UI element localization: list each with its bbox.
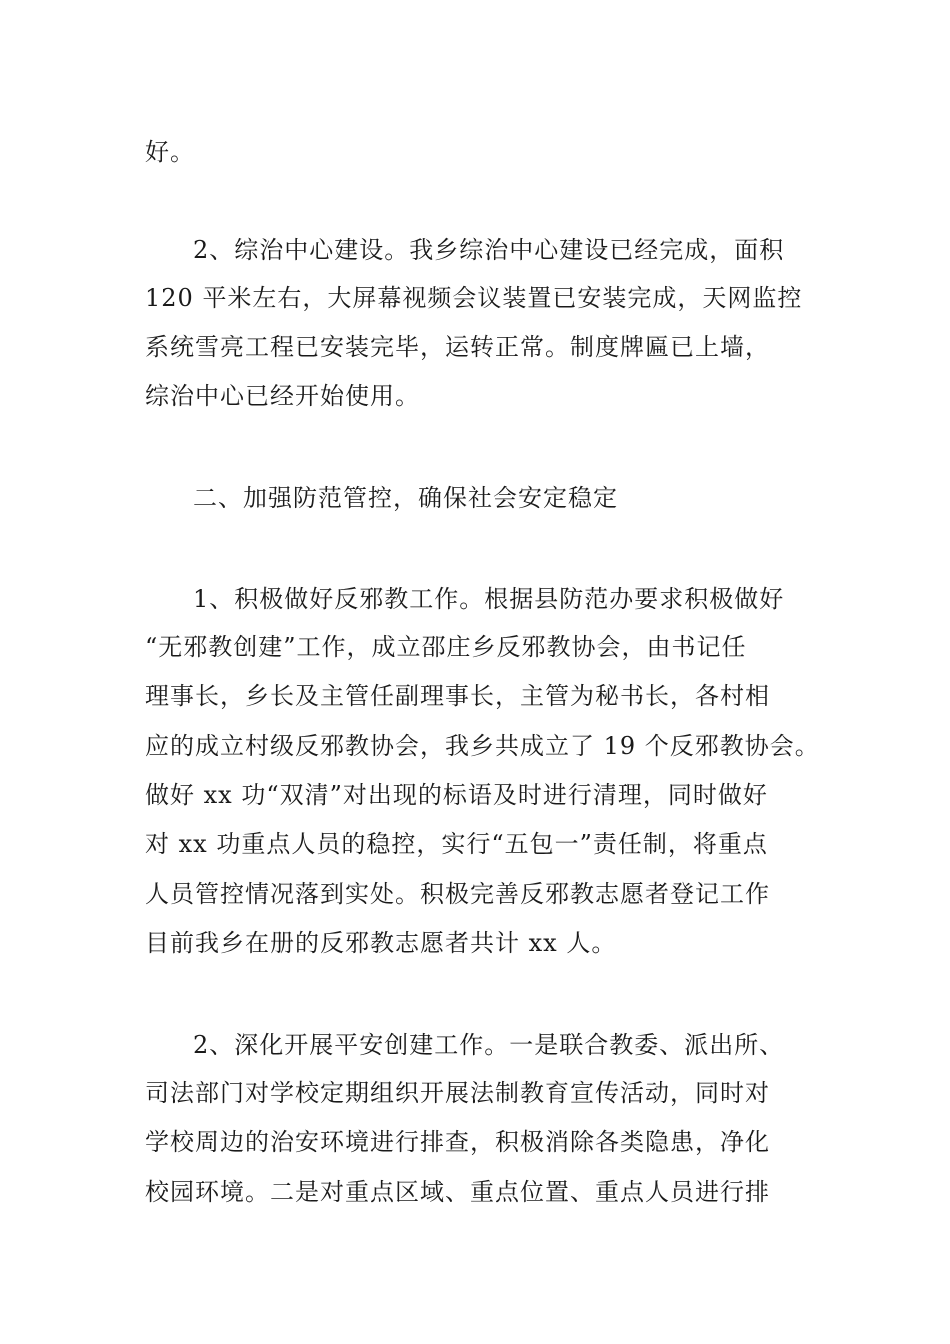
paragraph-line: 应的成立村级反邪教协会，我乡共成立了 19 个反邪教协会。	[145, 732, 820, 760]
paragraph-line: 综治中心已经开始使用。	[145, 382, 420, 410]
paragraph-line: 司法部门对学校定期组织开展法制教育宣传活动，同时对	[145, 1079, 770, 1107]
paragraph-line: 做好 xx 功“双清”对出现的标语及时进行清理，同时做好	[145, 781, 768, 809]
paragraph-line: 对 xx 功重点人员的稳控，实行“五包一”责任制，将重点	[145, 830, 768, 858]
paragraph-line: 理事长，乡长及主管任副理事长，主管为秘书长，各村相	[145, 682, 770, 710]
paragraph-line: 好。	[145, 138, 195, 166]
paragraph-line: 系统雪亮工程已安装完毕，运转正常。制度牌匾已上墙，	[145, 333, 770, 361]
paragraph-line: “无邪教创建”工作，成立邵庄乡反邪教协会，由书记任	[145, 633, 747, 661]
paragraph-line: 120 平米左右，大屏幕视频会议装置已安装完成，天网监控	[145, 284, 803, 312]
paragraph-line: 1、积极做好反邪教工作。根据县防范办要求积极做好	[193, 585, 785, 613]
paragraph-line: 2、深化开展平安创建工作。一是联合教委、派出所、	[193, 1031, 785, 1059]
section-heading: 二、加强防范管控，确保社会安定稳定	[193, 484, 618, 512]
paragraph-line: 目前我乡在册的反邪教志愿者共计 xx 人。	[145, 929, 617, 957]
paragraph-line: 人员管控情况落到实处。积极完善反邪教志愿者登记工作	[145, 880, 770, 908]
paragraph-line: 学校周边的治安环境进行排查，积极消除各类隐患，净化	[145, 1128, 770, 1156]
paragraph-line: 校园环境。二是对重点区域、重点位置、重点人员进行排	[145, 1178, 770, 1206]
paragraph-line: 2、综治中心建设。我乡综治中心建设已经完成，面积	[193, 236, 785, 264]
